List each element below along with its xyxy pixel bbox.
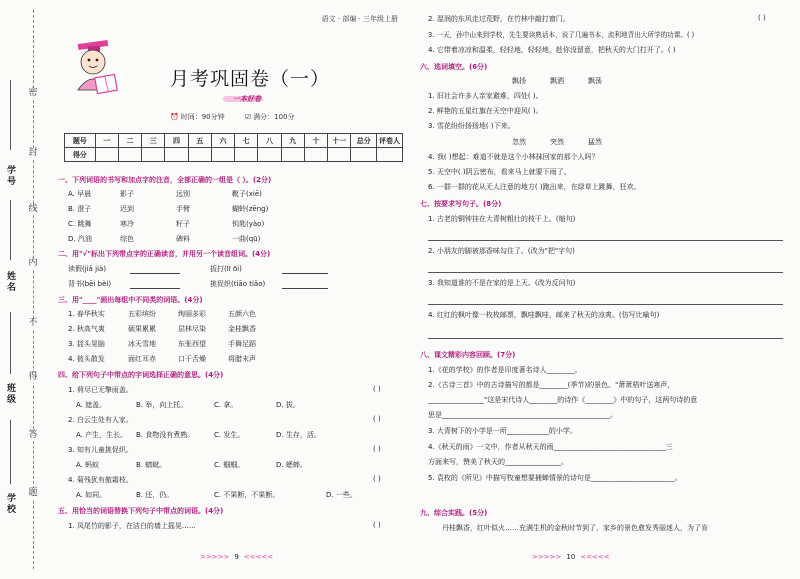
- score-cell[interactable]: [142, 148, 165, 162]
- answer-line[interactable]: [428, 338, 783, 339]
- exam-full-score: 满分：100分: [253, 113, 295, 121]
- page-number-left: >>>>> 9 <<<<<: [200, 553, 274, 561]
- seal-mark: 线: [28, 204, 38, 214]
- recall-question[interactable]: 思是________________________________________________。: [428, 411, 617, 419]
- seal-mark: 封: [28, 148, 38, 158]
- s3-row[interactable]: 2. 秋高气爽 硕果累累 层林尽染 金桂飘香: [68, 325, 256, 333]
- s4-options[interactable]: A. 遮盖。 B. 举，向上托。 C. 拿。 D. 拔。: [76, 401, 300, 409]
- series-label: 语文 · 部编 · 三年级上册: [321, 15, 398, 23]
- section-5-heading: 五、用恰当的词语替换下列句子中带点的词语。(4分): [58, 507, 224, 515]
- rewrite-question: 4. 红红的枫叶像一枚枚邮票，飘哇飘哇，邮来了秋天的凉爽。(仿写比喻句): [428, 311, 660, 319]
- answer-paren[interactable]: ( ): [373, 415, 381, 423]
- score-table: [64, 133, 403, 162]
- score-header-cell: 十: [304, 134, 327, 148]
- s3-row[interactable]: 4. 披头散发 面红耳赤 口干舌燥 将腊末声: [68, 355, 256, 363]
- score-cell[interactable]: [328, 148, 351, 162]
- mascot-icon: [64, 38, 126, 100]
- s2-row: 读假(jiǎ jià) 扳打(lī ōi): [68, 264, 328, 274]
- recall-question[interactable]: 5. 袁枚的《所见》中描写牧童想要捕蝉情景的诗句是________________________。: [428, 474, 682, 482]
- right-page: [420, 8, 790, 573]
- rewrite-question: 2. 小朋友的脚被那香味勾住了。(改为"把"字句): [428, 247, 575, 255]
- answer-line[interactable]: [428, 304, 783, 305]
- s3-row[interactable]: 1. 春华秋实 五彩缤纷 绚丽多彩 五颜六色: [68, 310, 256, 318]
- page-title: 月考巩固卷（一）: [170, 68, 331, 90]
- seal-mark: 答: [28, 430, 38, 440]
- section-9-heading: 九、综合实践。(5分): [420, 509, 488, 517]
- seal-mark: 内: [28, 258, 38, 268]
- class-label: 班级: [6, 384, 16, 405]
- s5-question: 1. 凤尾竹的影子，在洁白的墙上摇晃……: [68, 522, 196, 530]
- left-page: [58, 8, 403, 573]
- section-3-heading: 三、用"____"画出每组中不同类的词语。(4分): [58, 296, 203, 304]
- s1-option-row[interactable]: D. 汽油 综色 碑料 一曲(qū): [68, 235, 261, 243]
- answer-paren[interactable]: ( ): [758, 14, 766, 22]
- answer-blank[interactable]: [130, 288, 180, 289]
- recall-question[interactable]: ________________"这是宋代诗人________的诗作《________》中的句子，这两句诗的意: [428, 396, 698, 404]
- rewrite-question: 1. 古老的铜钟挂在大青树粗壮的枝干上。(缩句): [428, 215, 576, 223]
- score-header-row: [65, 134, 403, 148]
- section-2-heading: 二、用"√"标出下列带点字的正确读音，并用另一个读音组词。(4分): [58, 250, 271, 258]
- section-6-heading: 六、选词填空。(6分): [420, 63, 488, 71]
- score-cell[interactable]: [304, 148, 327, 162]
- answer-blank[interactable]: [282, 273, 328, 274]
- score-header-cell: 二: [118, 134, 141, 148]
- practice-text: 丹桂飘香，红叶似火……充满生机的金秋时节到了，家乡的景色愈发秀丽迷人，为了肯: [442, 524, 708, 532]
- s4-question: 2. 白云生处有人家。: [68, 416, 133, 424]
- seal-mark: 得: [28, 372, 38, 382]
- seal-mark: 不: [28, 318, 38, 328]
- s1-option-row[interactable]: B. 澄子 迟到 手臂 蝴蛉(zēng): [68, 205, 269, 213]
- fill-question[interactable]: 2. 鲜艳的五星红旗在天空中迎风( )。: [428, 107, 543, 115]
- score-header-cell: 六: [211, 134, 234, 148]
- s4-options[interactable]: A. 产生，生长。 B. 食物没有煮熟。 C. 发生。 D. 生存，活。: [76, 431, 321, 439]
- recall-question[interactable]: 2.《古诗三首》中的古诗描写的都是________(季节)的景色。"萧萧梧叶送寒声，: [428, 381, 675, 389]
- school-label: 学校: [6, 494, 16, 515]
- binding-strip: [0, 0, 52, 579]
- answer-line[interactable]: [428, 272, 783, 273]
- clock-icon: ⏰: [170, 113, 179, 121]
- score-header-cell: 十一: [328, 134, 351, 148]
- score-header-cell: 一: [95, 134, 118, 148]
- score-header-cell: 四: [165, 134, 188, 148]
- score-cell[interactable]: [351, 148, 377, 162]
- s5-question: 4. 它带着凉凉和温柔，轻轻地，轻轻地，趁你没留意，把秋天的大门打开了。( ): [428, 46, 676, 54]
- answer-blank[interactable]: [130, 273, 180, 274]
- name-label: 姓名: [6, 272, 16, 293]
- recall-question[interactable]: 3. 大青树下的小学是一所____________的小学。: [428, 427, 577, 435]
- score-header-cell: 题号: [65, 134, 96, 148]
- s3-row[interactable]: 3. 揺头晃脑 冰天雪地 东张西望 手舞足蹈: [68, 340, 256, 348]
- score-header-cell: 七: [235, 134, 258, 148]
- score-header-cell: 九: [281, 134, 304, 148]
- recall-question[interactable]: 方面来写，赞美了秋天的________________。: [428, 458, 568, 466]
- score-cell[interactable]: [118, 148, 141, 162]
- fill-question[interactable]: 1. 旧社会许多人亲家避难，四处( )。: [428, 92, 543, 100]
- s4-question: 1. 荷尽已无擎雨盖。: [68, 386, 133, 394]
- s4-options[interactable]: A. 如同。 B. 还，仍。 C. 不果断，不果断。 D. 一些。: [76, 491, 357, 499]
- score-header-cell: 三: [142, 134, 165, 148]
- s1-option-row[interactable]: A. 早晨 影子 远别 靴子(xiē): [68, 190, 262, 198]
- s4-question: 3. 知有儿童挑促织。: [68, 446, 133, 454]
- section-7-heading: 七、按要求写句子。(8分): [420, 200, 502, 208]
- fill-question[interactable]: 6. 一群一群的花从无人注意的地方( )跑出来，在绿草上跳舞，狂欢。: [428, 183, 641, 191]
- word-bank: 忽然 突然 猛然: [512, 138, 602, 146]
- score-header-cell: 评卷人: [377, 134, 403, 148]
- check-icon: ☑: [244, 113, 252, 121]
- score-cell[interactable]: [188, 148, 211, 162]
- section-1-heading: 一、下列词语的书写和加点字的注音，全部正确的一组是（ ）。(2分): [58, 176, 272, 184]
- score-cell[interactable]: [211, 148, 234, 162]
- answer-paren[interactable]: ( ): [373, 475, 381, 483]
- exam-time: 时间：90分钟: [180, 113, 225, 121]
- score-header-cell: 八: [258, 134, 281, 148]
- exam-meta: [170, 112, 313, 122]
- section-4-heading: 四、给下列句子中带点的字词选择正确的意思。(4分): [58, 371, 224, 379]
- seal-mark: 密: [28, 88, 38, 98]
- score-row-label: 得分: [65, 148, 96, 162]
- recall-question[interactable]: 4.《秋天的雨》一文中，作者从秋天的雨________________________________三: [428, 443, 673, 451]
- score-cell[interactable]: [95, 148, 118, 162]
- seal-mark: 题: [28, 488, 38, 498]
- s4-question: 4. 菊残犹有傲霜枝。: [68, 476, 133, 484]
- word-bank: 飘扬 飘洒 飘荡: [512, 77, 602, 85]
- answer-paren[interactable]: ( ): [373, 445, 381, 453]
- score-value-row: [65, 148, 403, 162]
- name-blank[interactable]: [10, 200, 11, 260]
- class-blank[interactable]: [10, 312, 11, 374]
- student-id-label: 学号: [6, 166, 16, 187]
- school-blank[interactable]: [10, 420, 11, 484]
- fill-question[interactable]: 5. 天空中( )阴云密布，看来马上就要下雨了。: [428, 168, 571, 176]
- fill-question[interactable]: 3. 雪花纷纷扬扬地( )下来。: [428, 122, 515, 130]
- score-cell[interactable]: [258, 148, 281, 162]
- score-header-cell: 五: [188, 134, 211, 148]
- s5-question: 2. 湿润的东风走过荒野，在竹林中敲打窗门。: [428, 15, 570, 23]
- s5-question: 3. 一天，孙中山来到学校，先生要读熟话本，说了几遍书本，流利地背出大所学的功课。( ): [428, 31, 695, 39]
- score-header-cell: 总分: [351, 134, 377, 148]
- score-cell[interactable]: [235, 148, 258, 162]
- score-cell[interactable]: [377, 148, 403, 162]
- fill-question[interactable]: 4. 我( )想起：难道不就是这个小林抹回家的那个人吗？: [428, 153, 599, 161]
- score-cell[interactable]: [165, 148, 188, 162]
- s4-options[interactable]: A. 蚂蚁 B. 蜻蜓。 C. 蝈蝈。 D. 蟋蟀。: [76, 461, 307, 469]
- subtitle: 一本好卷: [233, 95, 261, 103]
- page-number-right: >>>>> 10 <<<<<: [532, 553, 610, 561]
- s2-row: 背书(bēi bèi) 挑促织(tiāo tiǎo): [68, 279, 328, 289]
- answer-paren[interactable]: ( ): [373, 521, 381, 529]
- recall-question[interactable]: 1.《花的学校》的作者是印度著名诗人________。: [428, 366, 582, 374]
- rewrite-question: 3. 我知道谁的不是在家的是上天。(改为反问句): [428, 279, 576, 287]
- section-8-heading: 八、课文精彩内容回顾。(7分): [420, 351, 516, 359]
- student-id-blank[interactable]: [10, 80, 11, 150]
- score-cell[interactable]: [281, 148, 304, 162]
- answer-blank[interactable]: [282, 288, 328, 289]
- answer-paren[interactable]: ( ): [373, 385, 381, 393]
- s1-option-row[interactable]: C. 跳舞 寒冷 籽子 钥匙(yào): [68, 220, 265, 228]
- answer-line[interactable]: [428, 240, 783, 241]
